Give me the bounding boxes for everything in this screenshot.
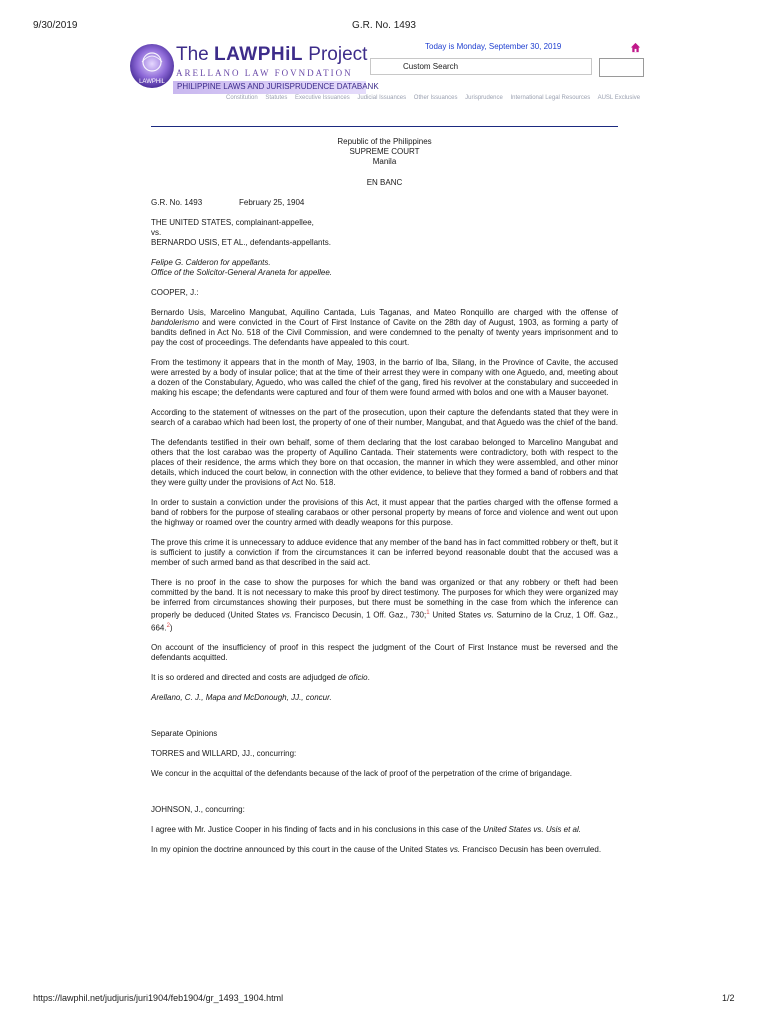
paragraph-7: There is no proof in the case to show the purposes for which the band was organized or that any robbery or theft had been committed by the band. It is not necessary to make this proof by direct testimony. The purposes for which they were organized may be inferred from circumstances showing their purposes, but there must be something in the case from which the inference can properly be deduced (United States vs. Francisco Decusin, 1 Off. Gaz., 730;$^1$ United States vs. Saturnino de la Cruz, 1 Off. Gaz., 664.$^2$) bbox=[151, 578, 618, 633]
nav-judicial-issuances[interactable]: Judicial Issuances bbox=[357, 95, 407, 101]
gr-number: G.R. No. 1493 bbox=[151, 198, 203, 207]
johnson-heading: JOHNSON, J., concurring: bbox=[151, 805, 245, 815]
separate-opinions-title: Separate Opinions bbox=[151, 729, 218, 739]
nav-international-legal-resources[interactable]: International Legal Resources bbox=[510, 95, 591, 101]
court-name: SUPREME COURT bbox=[349, 147, 420, 156]
nav-jurisprudence[interactable]: Jurisprudence bbox=[465, 95, 503, 101]
decision-document bbox=[151, 137, 618, 865]
print-title: G.R. No. 1493 bbox=[352, 20, 416, 31]
print-date: 9/30/2019 bbox=[33, 20, 78, 31]
print-url: https://lawphil.net/judjuris/juri1904/feb1904/gr_1493_1904.html bbox=[33, 993, 284, 1003]
versus: vs. bbox=[151, 228, 162, 237]
lawphil-emblem-icon bbox=[128, 40, 176, 94]
home-icon[interactable] bbox=[630, 42, 641, 53]
nav-constitution[interactable]: Constitution bbox=[226, 95, 258, 101]
case-parties bbox=[151, 218, 618, 248]
print-page-number: 1/2 bbox=[722, 993, 735, 1003]
division: EN BANC bbox=[366, 178, 403, 187]
header-divider bbox=[151, 126, 618, 127]
johnson-opinion-1: I agree with Mr. Justice Cooper in his finding of facts and in his conclusions in this case of the United States vs. Usis et al. bbox=[151, 825, 581, 835]
paragraph-1: Bernardo Usis, Marcelino Mangubat, Aquilino Cantada, Luis Taganas, and Mateo Ronquillo are charged with the offense of bandolerismo and were convicted in the Court of First Instance of Cavite on the 28th day of August, 1903, as forming a party of bandits defined in Act No. 518 of the Civil Commission, and were condemned to the penalty of twenty years imprisonment and to pay the cost of proceedings. The defendants have appealed to this court. bbox=[151, 308, 618, 347]
paragraph-9: It is so ordered and directed and costs are adjudged de oficio. bbox=[151, 673, 370, 683]
nav-executive-issuances[interactable]: Executive Issuances bbox=[295, 95, 350, 101]
court-city: Manila bbox=[372, 157, 397, 166]
party-appellants: BERNARDO USIS, ET AL., defendants-appellants. bbox=[151, 238, 331, 247]
search-input[interactable]: Custom Search bbox=[370, 58, 592, 75]
nav-other-issuances[interactable]: Other Issuances bbox=[413, 95, 458, 101]
footnote-2-link[interactable]: 2 bbox=[166, 622, 170, 629]
paragraph-6: The prove this crime it is unnecessary to adduce evidence that any member of the band has in fact committed robbery or theft, but it is sufficient to justify a conviction if from the circumstances it can be inferred beyond reasonable doubt that the accused was a member of such armed band as that described in the said act. bbox=[151, 538, 618, 567]
case-number-line bbox=[151, 198, 618, 208]
ponente: COOPER, J.: bbox=[151, 288, 199, 297]
site-subtitle: ARELLANO LAW FOVNDATION bbox=[176, 68, 353, 78]
nav-ausl-exclusive[interactable]: AUSL Exclusive bbox=[597, 95, 641, 101]
paragraph-4: The defendants testified in their own behalf, some of them declaring that the lost carabao belonged to Marcelino Mangubat and others that the lost carabao was the property of Aquilino Cantada. Their statements were contradictory, both with respect to the places of their residence, the arms which they bore on that occasion, the manner in which they were assembled, and other minor details, which induced the court below, in connection with the other evidence, to believe that they formed a band of robbers and that they were guilty under the provisions of Act No. 518. bbox=[151, 438, 618, 487]
republic-line: Republic of the Philippines bbox=[337, 137, 432, 146]
johnson-opinion-2: In my opinion the doctrine announced by this court in the cause of the United States vs. Francisco Decusin has been overruled. bbox=[151, 845, 602, 855]
torres-willard-heading: TORRES and WILLARD, JJ., concurring: bbox=[151, 749, 297, 759]
paragraph-5: In order to sustain a conviction under the provisions of this Act, it must appear that the parties charged with the offense formed a band of robbers for the purpose of stealing carabaos or other personal property by means of force and violence and went out upon the highway or roamed over the country armed with deadly weapons for this purpose. bbox=[151, 498, 618, 527]
today-date: Today is Monday, September 30, 2019 bbox=[425, 42, 562, 51]
court-heading bbox=[151, 137, 618, 167]
party-appellee: THE UNITED STATES, complainant-appellee, bbox=[151, 218, 314, 227]
nav-statutes[interactable]: Statutes bbox=[265, 95, 288, 101]
decision-date: February 25, 1904 bbox=[239, 198, 305, 207]
torres-willard-opinion: We concur in the acquittal of the defendants because of the lack of proof of the perpetration of the crime of brigandage. bbox=[151, 769, 573, 779]
site-logo[interactable] bbox=[128, 40, 379, 98]
paragraph-3: According to the statement of witnesses on the part of the prosecution, upon their capture the defendants stated that they were in search of a carabao which had been lost, the property of one of their number, Mangubat, and that Aguedo was the chief of the band. bbox=[151, 408, 618, 427]
counsel-appellee: Office of the Solicitor-General Araneta for appellee. bbox=[151, 268, 332, 277]
paragraph-8: On account of the insufficiency of proof in this respect the judgment of the Court of First Instance must be reversed and the defendants acquitted. bbox=[151, 643, 618, 663]
main-nav bbox=[226, 95, 646, 101]
concurrence-line: Arellano, C. J., Mapa and McDonough, JJ., concur. bbox=[151, 693, 332, 703]
site-title: The LAWPHiL Project bbox=[176, 44, 368, 65]
footnote-1-link[interactable]: 1 bbox=[426, 610, 430, 616]
paragraph-2: From the testimony it appears that in the month of May, 1903, in the barrio of Iba, Silang, in the Province of Cavite, the accused were arrested by a body of insular police; that at the time of their arrest they were in company with one Aguedo, and, meeting about a dozen of the Constabulary, Aguedo, who was called the chief of the gang, fired his revolver at the constabulary and succeeded in making his escape; the defendants were captured and four of them were found armed with bolos and one with a Mauser bayonet. bbox=[151, 358, 618, 397]
counsel bbox=[151, 258, 618, 278]
site-band: PHILIPPINE LAWS AND JURISPRUDENCE DATABANK bbox=[173, 81, 366, 94]
emblem-text: LAWPHiL bbox=[139, 79, 165, 85]
counsel-appellants: Felipe G. Calderon for appellants. bbox=[151, 258, 271, 267]
search-button[interactable] bbox=[599, 58, 644, 77]
